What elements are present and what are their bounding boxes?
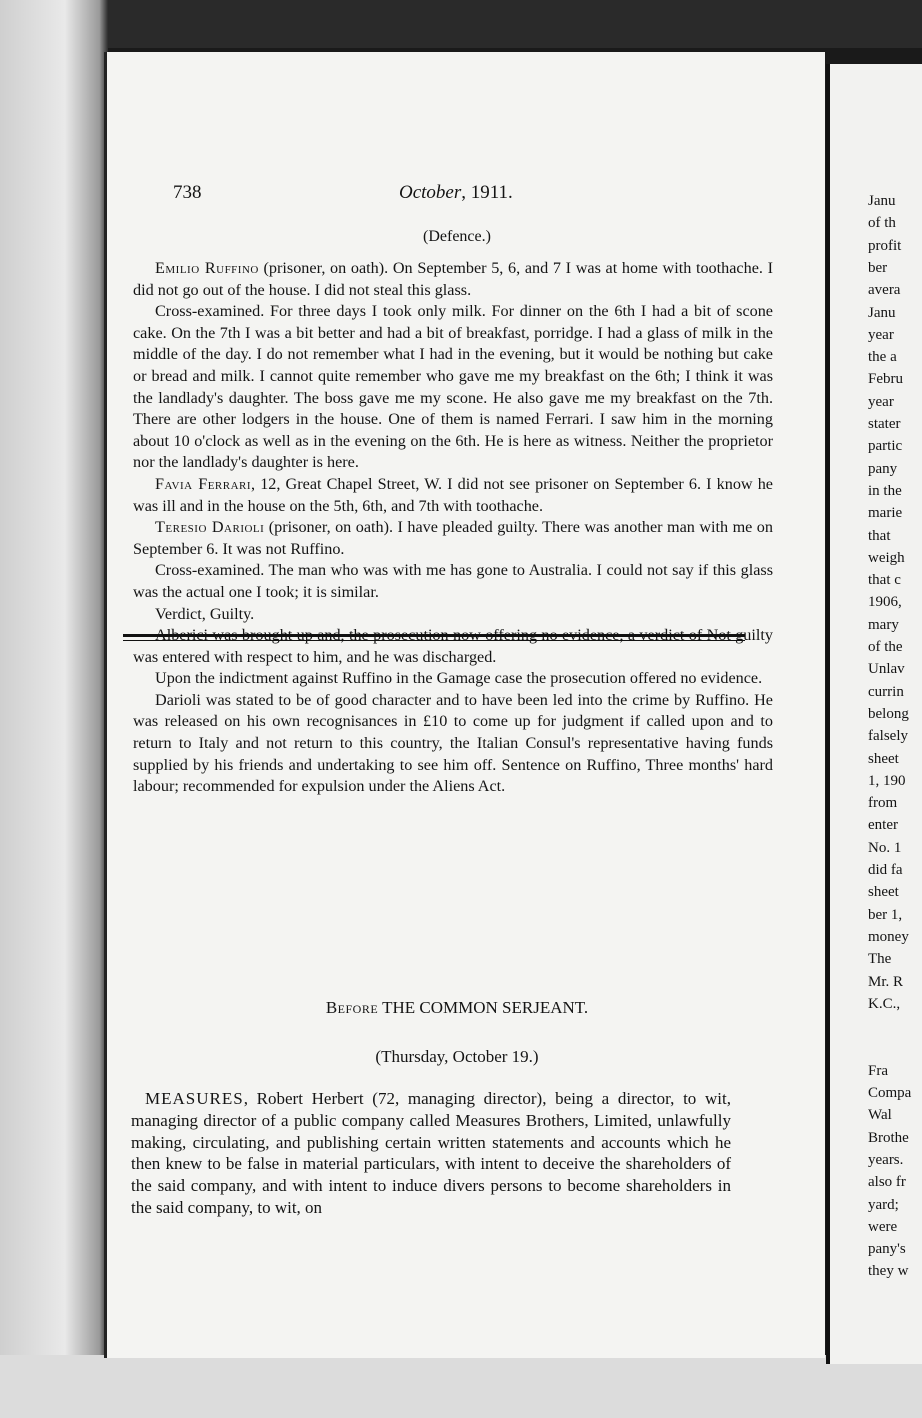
facing-line: Janu (868, 193, 896, 209)
facing-line: of the (868, 639, 903, 655)
facing-line: that (868, 527, 891, 544)
facing-line: pany (868, 460, 898, 477)
paragraph-text: Alberici was brought up and, the prosecution now offering no evidence, a verdict of Not guilty was entered with respect to him, and he was discharged. (133, 626, 773, 666)
facing-line: 1, 190 (868, 772, 906, 789)
paragraph (133, 604, 773, 626)
facing-line: No. 1 (868, 839, 902, 856)
facing-line: partic (868, 438, 903, 455)
facing-line: years. (868, 1151, 904, 1168)
defence-body (133, 258, 773, 798)
facing-line: avera (868, 282, 901, 299)
scan-bottom-border (0, 1355, 922, 1418)
facing-line: stater (868, 416, 901, 432)
paragraph-text: (prisoner, on oath). I have pleaded guilty. There was another man with me on September 6. It was not Ruffino. (133, 518, 773, 558)
paragraph (133, 560, 773, 603)
facing-line: Fra (868, 1062, 888, 1079)
facing-line: belong (868, 705, 909, 722)
paragraph (133, 301, 773, 474)
facing-line: currin (868, 683, 904, 700)
witness-name: Emilio Ruffino (155, 259, 259, 277)
paragraph-text: , 12, Great Chapel Street, W. I did not see prisoner on September 6. I know he was ill and in the house on the 5th, 6th, and 7th with toothache. (133, 474, 773, 515)
witness-name: Teresio Darioli (155, 518, 265, 537)
paragraph (133, 690, 773, 798)
defendant-name: MEASURES (145, 1089, 244, 1108)
facing-line: money (868, 928, 909, 945)
court-heading-judge: THE COMMON SERJEANT. (378, 998, 589, 1017)
facing-line: pany's (868, 1241, 906, 1258)
section-rule-thick (123, 634, 745, 637)
facing-line: from (868, 795, 898, 812)
paragraph-text: Cross-examined. The man who was with me has gone to Australia. I could not say if this glass was the actual one I took; it is similar. (133, 561, 773, 601)
facing-line: K.C., (868, 995, 901, 1012)
facing-line: profit (868, 237, 902, 254)
paragraph (133, 625, 773, 668)
paragraph-text: Cross-examined. For three days I took only milk. For dinner on the 6th I had a bit of scone cake. On the 7th I was a bit better and had a bit of breakfast, porridge. I had a glass of milk in the middle of the day. I do not remember what I had in the evening, but it would be nothing but cake or bread and milk. I cannot quite remember who gave me my breakfast on the 6th; I think it was the landlady's daughter. The boss gave me my scone. He also gave me my breakfast on the 7th. There are other lodgers in the house. One of them is named Ferrari. I saw him in the morning about 10 o'clock as well as in the evening on the 6th. He is here as witness. Neither the proprietor nor the landlady's daughter is here. (133, 302, 773, 472)
facing-line: sheet (868, 884, 899, 901)
facing-line: the a (868, 349, 897, 366)
facing-line: marie (868, 505, 903, 522)
facing-line: Febru (868, 371, 903, 388)
facing-line: weigh (868, 549, 905, 566)
facing-line: Unlav (868, 661, 905, 678)
facing-line: enter (868, 817, 898, 834)
facing-page-fragment (826, 64, 922, 1364)
indictment-text: , Robert Herbert (72, managing director), being a director, to wit, managing director of a public company called Measures Brothers, Limited, unlawfully making, circulating, and publishing certain written statements and accounts which he then knew to be false in material particulars, with intent to deceive the shareholders of the said company, and with intent to induce divers persons to become shareholders in the said company, to wit, on (131, 1089, 731, 1217)
facing-line: falsely (868, 728, 908, 745)
facing-line: 1906, (868, 594, 902, 611)
paragraph (133, 258, 773, 301)
facing-line: Wal (868, 1107, 892, 1124)
paragraph-text: Upon the indictment against Ruffino in the Gamage case the prosecution offered no evidence. (155, 669, 763, 688)
book-page (104, 52, 825, 1358)
scan-left-margin (0, 0, 108, 1418)
facing-line: also fr (868, 1174, 906, 1191)
facing-line: did fa (868, 862, 903, 878)
court-heading-before: Before (325, 998, 379, 1017)
paragraph-text: Darioli was stated to be of good character and to have been led into the crime by Ruffino. He was released on his own recognisances in £10 to come up for judgment if called upon and to return to Italy and not return to this country, the Italian Consul's representative having funds supplied by his friends and undertaking to see him off. Sentence on Ruffino, Three months' hard labour; recommended for expulsion under the Aliens Act. (133, 690, 773, 796)
scan-top-border (0, 0, 922, 48)
facing-line: year (868, 393, 894, 410)
paragraph (133, 668, 773, 690)
facing-line: Janu (868, 304, 896, 321)
section-rule-thin (123, 640, 745, 641)
indictment-paragraph (131, 1088, 731, 1219)
running-head-year: , 1911. (461, 182, 513, 203)
court-heading (257, 998, 657, 1018)
facing-line: that c (868, 572, 901, 589)
facing-line: in the (868, 482, 902, 499)
facing-line: ber 1, (868, 906, 903, 923)
session-date: (Thursday, October 19.) (375, 1047, 539, 1066)
facing-line: were (868, 1218, 898, 1235)
facing-line: The (868, 951, 892, 968)
facing-line: of th (868, 215, 896, 232)
facing-line: Compa (868, 1085, 912, 1101)
facing-line: mary (868, 616, 899, 633)
facing-line: Mr. R (868, 973, 904, 990)
defence-heading: (Defence.) (423, 228, 491, 245)
running-head-month: October (399, 182, 462, 203)
facing-line: yard; (868, 1196, 899, 1213)
paragraph-text: Verdict, Guilty. (155, 604, 255, 623)
paragraph-text: (prisoner, on oath). On September 5, 6, and 7 I was at home with toothache. I did not go out of the house. I did not steal this glass. (133, 259, 773, 299)
facing-line: Brothe (868, 1129, 909, 1146)
page-number: 738 (173, 182, 202, 203)
witness-name: Favia Ferrari (155, 474, 252, 493)
facing-line: sheet (868, 750, 899, 767)
paragraph (133, 474, 773, 517)
running-head-date (399, 182, 513, 204)
paragraph (133, 517, 773, 560)
facing-line: they w (868, 1263, 909, 1280)
facing-line: year (868, 326, 894, 343)
facing-line: ber (868, 259, 888, 276)
